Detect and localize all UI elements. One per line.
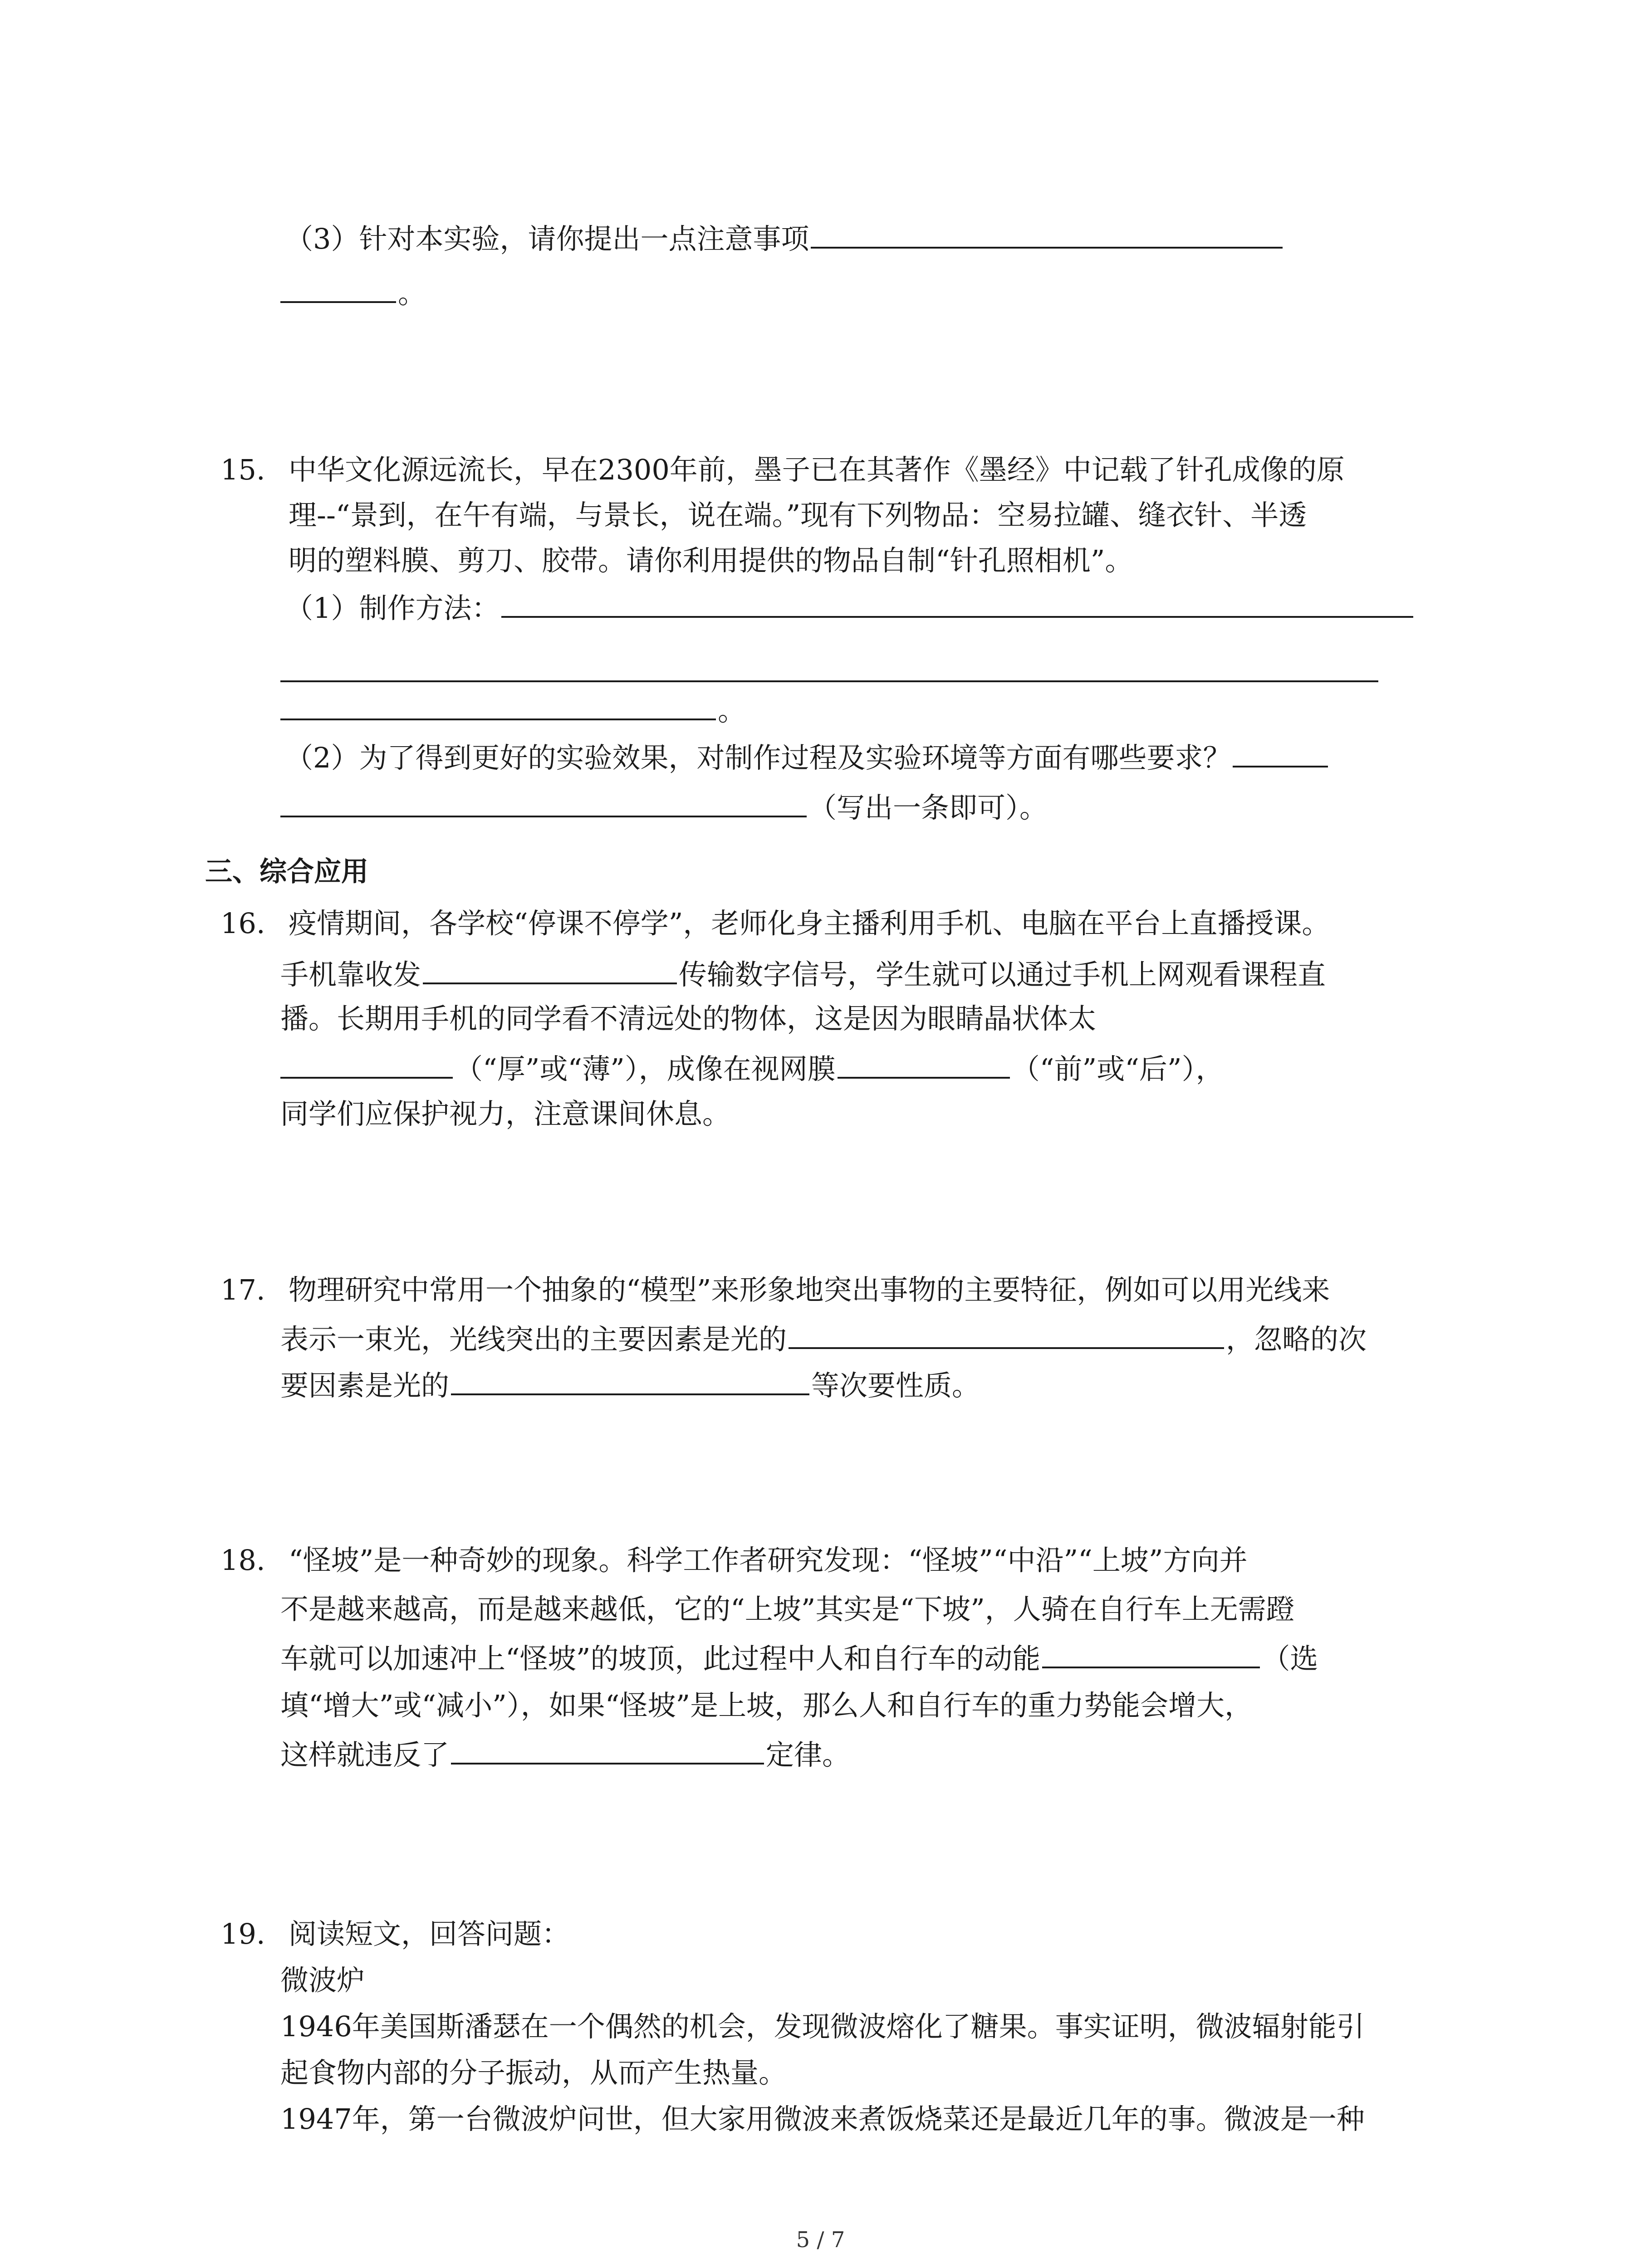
q14-part3-cont: 。 [280,275,426,312]
q17-line2: 表示一束光，光线突出的主要因素是光的 ，忽略的次 [280,1321,1367,1358]
q16-line3: 播。长期用手机的同学看不清远处的物体，这是因为眼睛晶状体太 [280,1002,1097,1035]
q19-line5: 1947年，第一台微波炉问世，但大家用微波来煮饭烧菜还是最近几年的事。微波是一种 [280,2102,1365,2136]
q19-line1: 19. 阅读短文，回答问题： [220,1916,570,1952]
q19-line2 [280,1962,365,1999]
q19-line3: 1946年美国斯潘瑟在一个偶然的机会，发现微波熔化了糖果。事实证明，微波辐射能引 [280,2010,1365,2043]
q18-line1: 18. “怪坡”是一种奇妙的现象。科学工作者研究发现：“怪坡”“中沿”“上坡”方向并 [220,1542,1248,1579]
q15-part1: （1）制作方法： [285,590,1415,626]
q18-line4: 填“增大”或“减小”），如果“怪坡”是上坡，那么人和自行车的重力势能会增大， [280,1689,1253,1722]
answer-blank[interactable] [501,590,1413,618]
q15-line2: 理--“景到，在午有端，与景长，说在端。”现有下列物品：空易拉罐、缝衣针、半透 [289,499,1307,532]
q14-part3-text: （3）针对本实验，请你提出一点注意事项 [285,222,809,255]
q16-line4: （“厚”或“薄”），成像在视网膜 （“前”或“后”）， [280,1051,1224,1087]
question-number: 15. [220,453,265,486]
answer-blank[interactable] [451,1736,764,1765]
answer-blank[interactable] [1042,1640,1260,1668]
question-number: 18. [220,1544,265,1577]
answer-blank[interactable] [423,956,677,984]
answer-blank[interactable] [811,220,1283,249]
q17-line1: 17. 物理研究中常用一个抽象的“模型”来形象地突出事物的主要特征，例如可以用光线来 [220,1272,1330,1308]
question-number: 19. [220,1917,265,1950]
question-number: 16. [220,907,265,940]
q15-line1: 15. 中华文化源远流长，早在2300年前，墨子已在其著作《墨经》中记载了针孔成像的原 [220,452,1345,488]
page-number: 5 / 7 [796,2227,845,2253]
article-title: 微波炉 [280,1964,365,1997]
question-number: 17. [220,1273,265,1306]
answer-blank[interactable] [280,789,807,817]
answer-blank[interactable] [789,1321,1224,1349]
answer-blank[interactable] [280,692,716,720]
answer-blank[interactable] [1233,739,1328,767]
q15-line3: 明的塑料膜、剪刀、胶带。请你利用提供的物品自制“针孔照相机”。 [289,544,1133,577]
answer-blank[interactable] [280,1051,453,1079]
q18-line3: 车就可以加速冲上“怪坡”的坡顶，此过程中人和自行车的动能 （选 [280,1640,1318,1677]
q16-line5: 同学们应保护视力，注意课间休息。 [280,1097,731,1130]
q17-line3: 要因素是光的 等次要性质。 [280,1367,980,1404]
q19-line4: 起食物内部的分子振动，从而产生热量。 [280,2056,787,2089]
answer-blank[interactable] [838,1051,1010,1079]
section-heading: 三、综合应用 [205,856,368,888]
q14-part3 [285,220,1284,257]
answer-blank[interactable] [451,1367,809,1395]
q15-part1-cont: 。 [280,692,746,729]
q18-line2: 不是越来越高，而是越来越低，它的“上坡”其实是“下坡”，人骑在自行车上无需蹬 [280,1593,1294,1626]
q15-part2: （2）为了得到更好的实验效果，对制作过程及实验环境等方面有哪些要求？ [285,739,1330,776]
q16-line2: 手机靠收发 传输数字信号，学生就可以通过手机上网观看课程直 [280,956,1326,993]
q18-line5: 这样就违反了 定律。 [280,1736,850,1773]
q16-line1: 16. 疫情期间，各学校“停课不停学”，老师化身主播利用手机、电脑在平台上直播授课。 [220,905,1330,942]
answer-blank[interactable] [280,275,396,303]
q15-part2-cont: （写出一条即可）。 [280,789,1048,826]
answer-line[interactable] [280,680,1378,682]
